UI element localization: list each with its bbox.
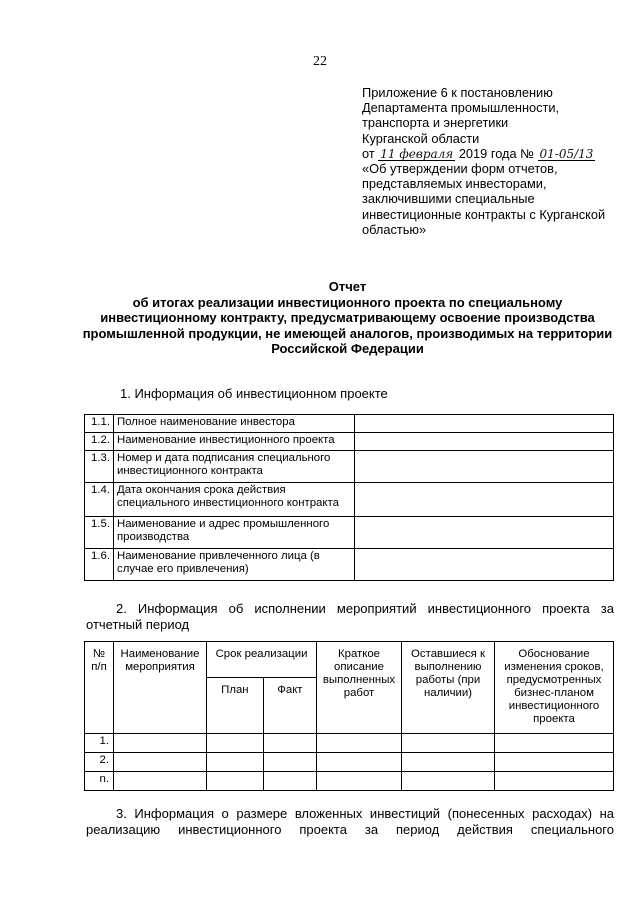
appendix-quote-line: представляемых инвесторами, — [362, 176, 547, 192]
row-value-cell[interactable] — [355, 483, 614, 517]
section1-heading: 1. Информация об инвестиционном проекте — [120, 386, 388, 401]
row-number: 1.4. — [85, 483, 114, 517]
cell[interactable] — [207, 753, 264, 772]
row-label: Наименование инвестиционного проекта — [114, 433, 355, 451]
header-plan: План — [207, 678, 264, 734]
cell[interactable] — [495, 772, 614, 791]
appendix-line: Приложение 6 к постановлению — [362, 85, 553, 100]
appendix-quote-line: областью» — [362, 221, 427, 237]
title-line: об итогах реализации инвестиционного проекта по специальному — [132, 294, 563, 310]
row-value-cell[interactable] — [355, 433, 614, 451]
cell[interactable] — [402, 734, 495, 753]
row-number: 1.3. — [85, 451, 114, 483]
cell[interactable] — [495, 734, 614, 753]
handwritten-number: 01-05/13 — [539, 146, 594, 161]
cell[interactable] — [114, 772, 207, 791]
row-value-cell[interactable] — [355, 517, 614, 549]
row-label: Номер и дата подписания специального инвестиционного контракта — [114, 451, 355, 483]
appendix-quote-line: инвестиционные контракты с Курганской — [362, 206, 606, 222]
cell[interactable] — [317, 734, 402, 753]
title-line: Отчет — [328, 279, 367, 294]
date-middle: 2019 года № — [458, 145, 534, 161]
appendix-quote-line: «Об утверждении форм отчетов, — [362, 161, 558, 177]
header-description: Краткое описание выполненных работ — [317, 642, 402, 734]
cell[interactable] — [207, 734, 264, 753]
section2-heading — [86, 601, 614, 633]
row-value-cell[interactable] — [355, 549, 614, 581]
header-fact: Факт — [263, 678, 316, 734]
cell[interactable] — [114, 734, 207, 753]
header-name: Наименование мероприятия — [114, 642, 207, 734]
row-label: Наименование и адрес промышленного производства — [114, 517, 355, 549]
row-number: 1.2. — [85, 433, 114, 451]
row-label: Наименование привлеченного лица (в случае его привлечения) — [114, 549, 355, 581]
row-number: 1. — [85, 734, 114, 753]
project-info-table — [84, 414, 614, 581]
section3-text — [86, 806, 614, 838]
row-value-cell[interactable] — [355, 415, 614, 433]
handwritten-date: 11 февраля — [380, 146, 454, 161]
section2-heading-line: отчетный период — [86, 617, 190, 632]
appendix-line: Курганской области — [362, 130, 480, 146]
row-value-cell[interactable] — [355, 451, 614, 483]
title-line: Российской Федерации — [271, 341, 424, 357]
cell[interactable] — [402, 753, 495, 772]
cell[interactable] — [263, 734, 316, 753]
appendix-line: транспорта и энергетики — [362, 115, 509, 131]
header-justification: Обоснование изменения сроков, предусмотренных бизнес-планом инвестиционного проекта — [495, 642, 614, 734]
row-label: Полное наименование инвестора — [114, 415, 355, 433]
table-row — [85, 415, 614, 433]
table-row — [85, 451, 614, 483]
appendix-line: Департамента промышленности, — [362, 100, 560, 116]
header-term: Срок реализации — [207, 642, 317, 678]
row-number: 1.5. — [85, 517, 114, 549]
date-prefix: от — [362, 145, 375, 161]
table-row — [85, 772, 614, 791]
section3-line: реализацию инвестиционного проекта за период действия специального — [86, 822, 614, 837]
cell[interactable] — [317, 753, 402, 772]
row-number: 1.1. — [85, 415, 114, 433]
table-row — [85, 549, 614, 581]
cell[interactable] — [317, 772, 402, 791]
cell[interactable] — [114, 753, 207, 772]
row-number: 2. — [85, 753, 114, 772]
title-line: промышленной продукции, не имеющей аналогов, производимых на территории — [82, 325, 613, 341]
cell[interactable] — [263, 753, 316, 772]
table-row — [85, 734, 614, 753]
header-num: № п/п — [85, 642, 114, 734]
activities-table — [84, 641, 614, 791]
row-label: Дата окончания срока действия специального инвестиционного контракта — [114, 483, 355, 517]
table-row — [85, 517, 614, 549]
title-line: инвестиционному контракту, предусматривающему освоение производства — [100, 310, 595, 326]
header-remaining: Оставшиеся к выполнению работы (при наличии) — [402, 642, 495, 734]
cell[interactable] — [263, 772, 316, 791]
appendix-date-line — [362, 146, 622, 161]
cell[interactable] — [402, 772, 495, 791]
row-number: 1.6. — [85, 549, 114, 581]
section3-line: 3. Информация о размере вложенных инвестиций (понесенных расходах) на — [116, 806, 614, 821]
header-row — [85, 642, 614, 678]
appendix-quote-line: заключившими специальные — [362, 191, 535, 207]
appendix-block — [362, 85, 622, 237]
page-number: 22 — [313, 54, 327, 69]
section2-heading-line: 2. Информация об исполнении мероприятий инвестиционного проекта за — [116, 601, 614, 616]
row-number: n. — [85, 772, 114, 791]
cell[interactable] — [207, 772, 264, 791]
table-row — [85, 433, 614, 451]
report-title — [70, 279, 625, 357]
table-row — [85, 753, 614, 772]
table-row — [85, 483, 614, 517]
cell[interactable] — [495, 753, 614, 772]
